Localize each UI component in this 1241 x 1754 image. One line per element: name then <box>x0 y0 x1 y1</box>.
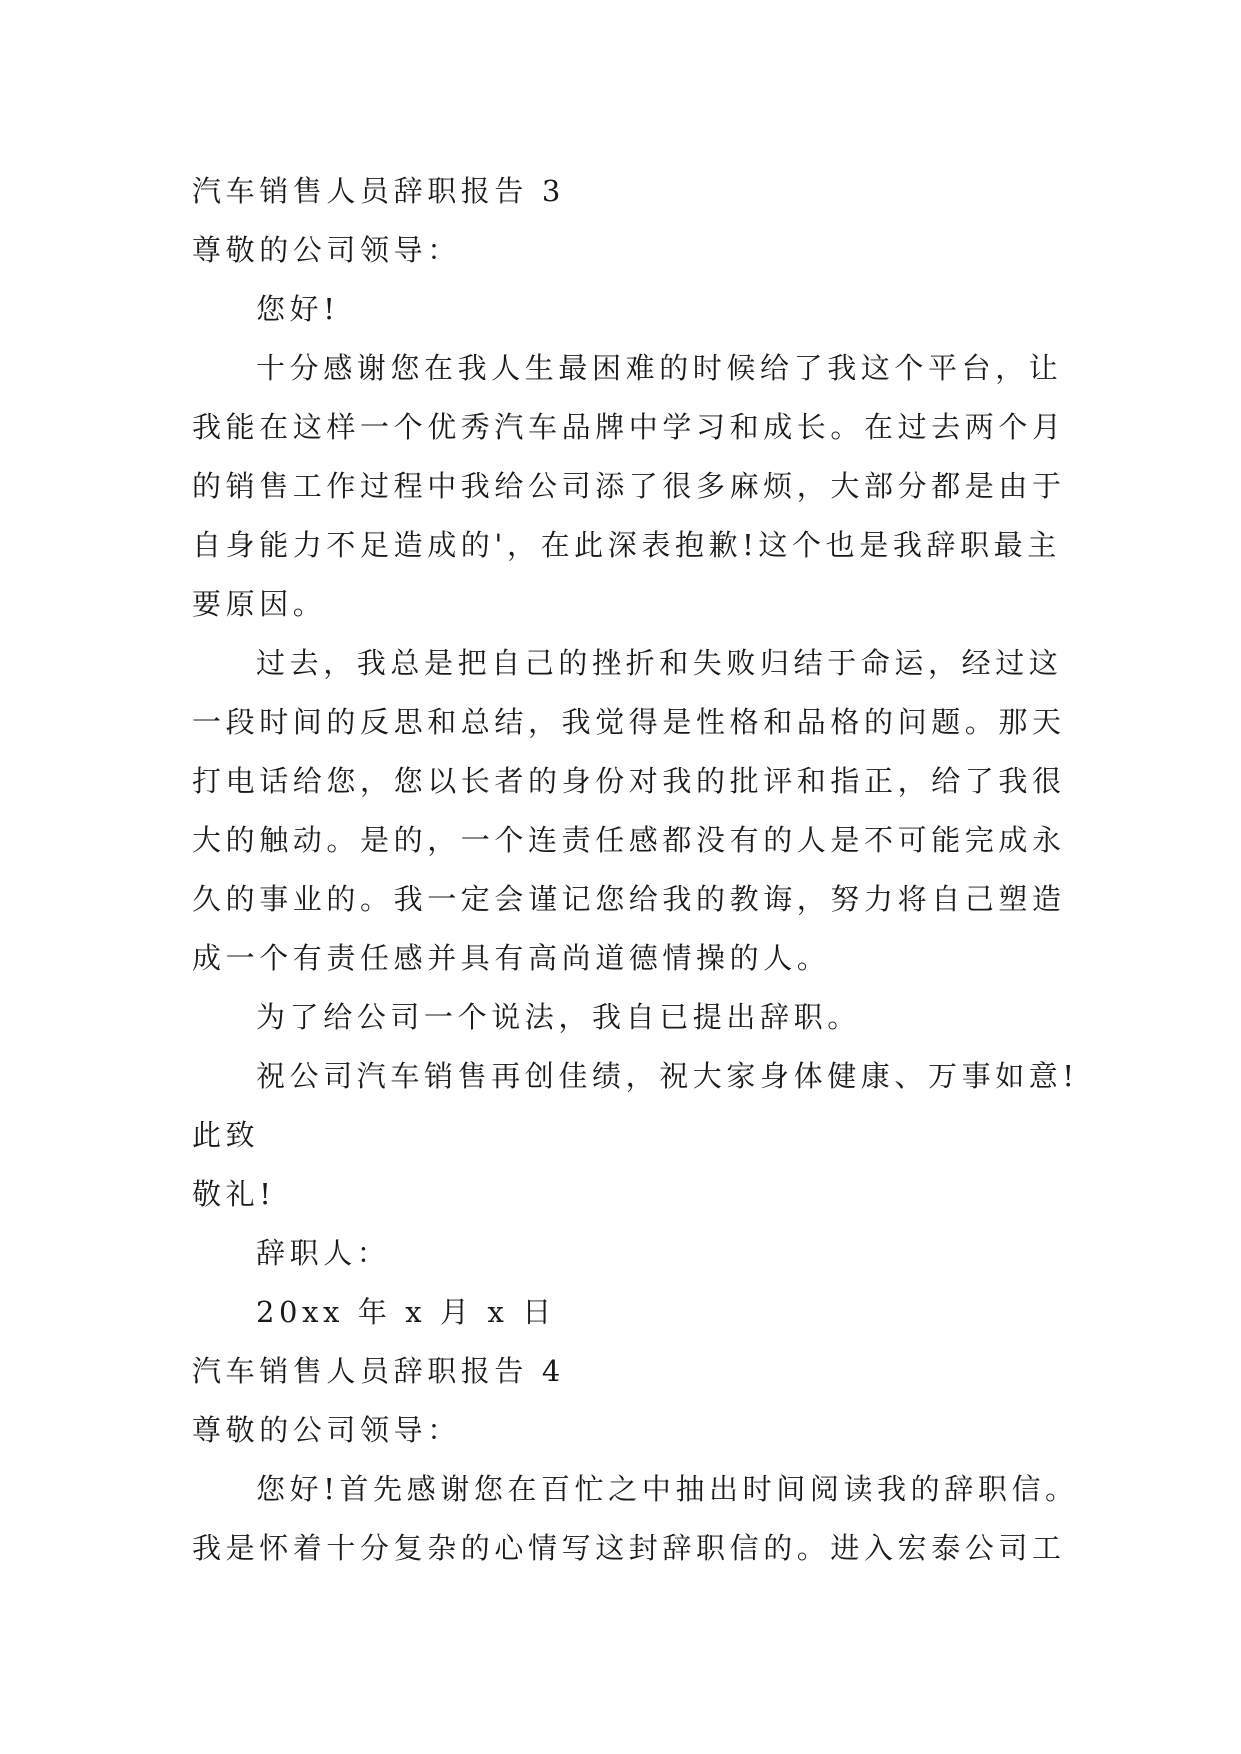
paragraph-line: 我是怀着十分复杂的心情写这封辞职信的。进入宏泰公司工 <box>192 1531 1066 1565</box>
paragraph-line: 一段时间的反思和总结，我觉得是性格和品格的问题。那天 <box>192 705 1066 739</box>
signature-label: 辞职人： <box>256 1236 391 1270</box>
greeting: 您好! <box>256 292 340 326</box>
paragraph-line: 的销售工作过程中我给公司添了很多麻烦，大部分都是由于 <box>192 469 1066 503</box>
salutation: 尊敬的公司领导： <box>192 1413 461 1447</box>
paragraph-line: 成一个有责任感并具有高尚道德情操的人。 <box>192 941 831 975</box>
paragraph-line: 自身能力不足造成的'，在此深表抱歉!这个也是我辞职最主 <box>192 528 1061 562</box>
paragraph-line: 打电话给您，您以长者的身份对我的批评和指正，给了我很 <box>192 764 1066 798</box>
salutation: 尊敬的公司领导： <box>192 233 461 267</box>
paragraph-line: 您好!首先感谢您在百忙之中抽出时间阅读我的辞职信。 <box>256 1472 1079 1506</box>
paragraph-line: 久的事业的。我一定会谨记您给我的教诲，努力将自己塑造 <box>192 882 1066 916</box>
closing-line-2: 敬礼! <box>192 1177 276 1211</box>
date-line: 20xx 年 x 月 x 日 <box>256 1295 556 1329</box>
paragraph-line: 十分感谢您在我人生最困难的时候给了我这个平台，让 <box>256 351 1063 385</box>
paragraph-gratitude <box>192 339 1072 634</box>
paragraph-line: 我能在这样一个优秀汽车品牌中学习和成长。在过去两个月 <box>192 410 1066 444</box>
section-title: 汽车销售人员辞职报告 4 <box>192 1354 565 1388</box>
document-body <box>192 162 1079 1578</box>
paragraph-line: 过去，我总是把自己的挫折和失败归结于命运，经过这 <box>256 646 1063 680</box>
paragraph-resignation: 为了给公司一个说法，我自已提出辞职。 <box>256 1000 861 1034</box>
paragraph-reflection <box>192 634 1072 988</box>
paragraph-opening <box>192 1460 1079 1578</box>
closing-line-1: 此致 <box>192 1118 260 1152</box>
section-title: 汽车销售人员辞职报告 3 <box>192 174 565 208</box>
paragraph-wishes: 祝公司汽车销售再创佳绩，祝大家身体健康、万事如意! <box>256 1059 1079 1093</box>
paragraph-line: 大的触动。是的，一个连责任感都没有的人是不可能完成永 <box>192 823 1066 857</box>
paragraph-line: 要原因。 <box>192 587 327 621</box>
